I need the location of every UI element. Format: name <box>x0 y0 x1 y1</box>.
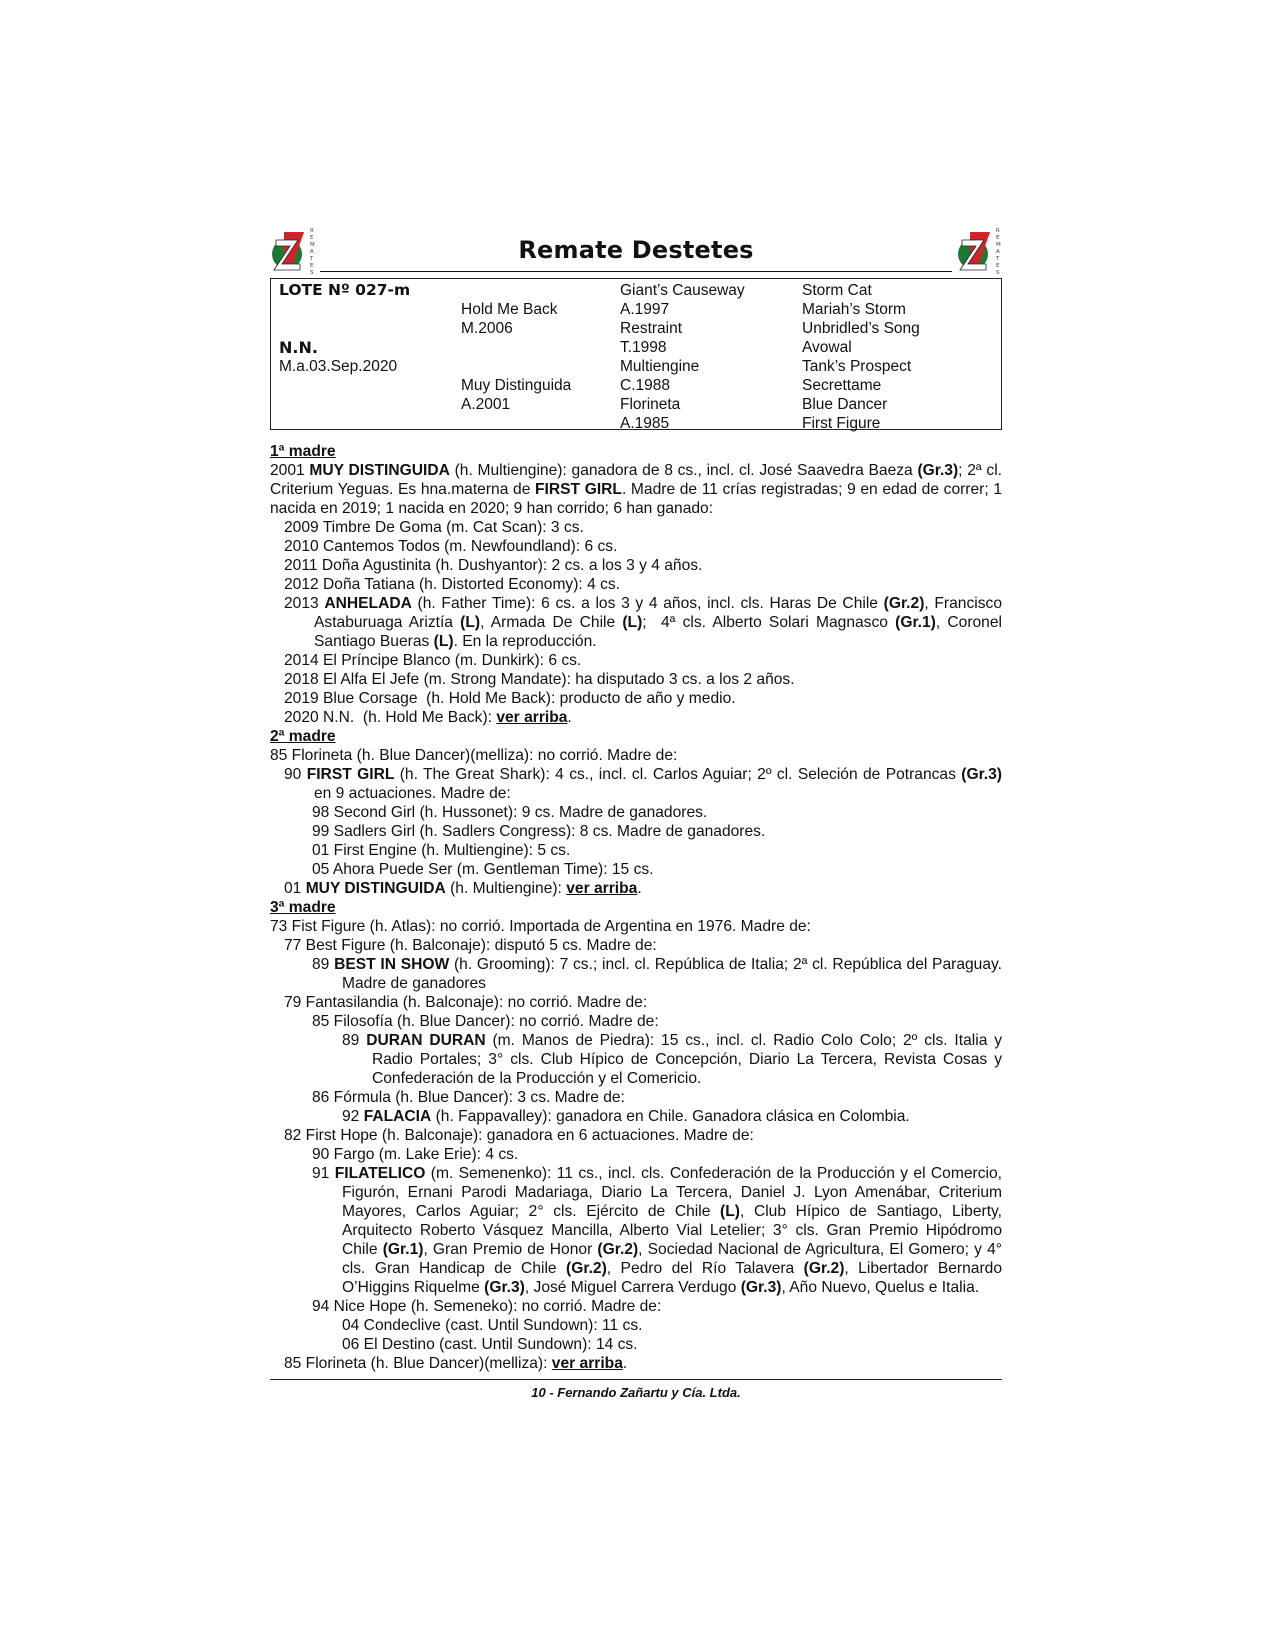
page-title: Remate Destetes <box>518 236 754 264</box>
sire-name: Hold Me Back <box>461 301 558 318</box>
list-item: 01 First Engine (h. Multiengine): 5 cs. <box>312 842 571 859</box>
see-above-ref: ver arriba <box>566 880 638 897</box>
granddam-maternal: Florineta <box>620 396 681 413</box>
footer-divider <box>270 1379 1002 1380</box>
horse-name: N.N. <box>279 338 318 357</box>
page-footer: 10 - Fernando Zañartu y Cía. Ltda. <box>531 1385 741 1400</box>
svg-text:S: S <box>996 270 1000 274</box>
list-item: 85 Filosofía (h. Blue Dancer): no corrió. Madre de: <box>312 1013 659 1030</box>
dam-name: Muy Distinguida <box>461 377 572 394</box>
svg-text:M: M <box>310 242 315 248</box>
svg-text:E: E <box>310 235 314 241</box>
list-item: 89 BEST IN SHOW (h. Grooming): 7 cs.; incl. cl. República de Italia; 2ª cl. República del Paraguay. Madre de ganadores <box>312 956 1002 992</box>
lot-number: LOTE Nº 027-m <box>279 281 411 299</box>
grandsire-paternal: Giant’s Causeway <box>620 282 745 299</box>
list-item: 06 El Destino (cast. Until Sundown): 14 cs. <box>342 1336 638 1353</box>
list-item: 77 Best Figure (h. Balconaje): disputó 5 cs. Madre de: <box>284 937 657 954</box>
list-item: 89 DURAN DURAN (m. Manos de Piedra): 15 cs., incl. cl. Radio Colo Colo; 2º cls. Italia y Radio Portales; 3° cls. Club Hípico de Concepción, Diario La Tercera, Revista Cosas y Confederación de la Producción y el Comericio. <box>342 1032 1002 1087</box>
svg-text:S: S <box>310 270 314 274</box>
great-grandparent: Mariah’s Storm <box>802 301 906 318</box>
list-item: 2019 Blue Corsage (h. Hold Me Back): producto de año y medio. <box>284 690 736 707</box>
svg-text:T: T <box>310 256 314 262</box>
list-item: 73 Fist Figure (h. Atlas): no corrió. Importada de Argentina en 1976. Madre de: <box>270 918 811 935</box>
great-grandparent: Avowal <box>802 339 852 356</box>
see-above-ref: ver arriba <box>551 1355 623 1372</box>
svg-text:R: R <box>996 228 1000 234</box>
header-divider <box>320 271 952 272</box>
svg-text:M: M <box>996 242 1001 248</box>
list-item: 2018 El Alfa El Jefe (m. Strong Mandate): ha disputado 3 cs. a los 2 años. <box>284 671 795 688</box>
page-header <box>270 222 1002 278</box>
section-heading: 2ª madre <box>270 728 336 745</box>
svg-text:R: R <box>310 228 314 234</box>
granddam-maternal-info: A.1985 <box>620 415 670 432</box>
list-item: 05 Ahora Puede Ser (m. Gentleman Time): 15 cs. <box>312 861 654 878</box>
list-item: 01 MUY DISTINGUIDA (h. Multiengine): ver arriba. <box>284 880 642 897</box>
svg-text:T: T <box>996 256 1000 262</box>
list-item: 86 Fórmula (h. Blue Dancer): 3 cs. Madre de: <box>312 1089 625 1106</box>
svg-text:A: A <box>310 249 314 255</box>
list-item: 2010 Cantemos Todos (m. Newfoundland): 6 cs. <box>284 538 618 555</box>
list-item: 94 Nice Hope (h. Semeneko): no corrió. Madre de: <box>312 1298 662 1315</box>
list-item: 2009 Timbre De Goma (m. Cat Scan): 3 cs. <box>284 519 584 536</box>
list-item: 90 Fargo (m. Lake Erie): 4 cs. <box>312 1146 519 1163</box>
list-item: 99 Sadlers Girl (h. Sadlers Congress): 8 cs. Madre de ganadores. <box>312 823 766 840</box>
great-grandparent: Secrettame <box>802 377 882 394</box>
list-item: 90 FIRST GIRL (h. The Great Shark): 4 cs., incl. cl. Carlos Aguiar; 2º cl. Seleción de Potrancas (Gr.3) en 9 actuaciones. Madre de: <box>284 766 1002 802</box>
svg-text:E: E <box>310 263 314 269</box>
catalog-page <box>270 222 1002 1400</box>
list-item: 2012 Doña Tatiana (h. Distorted Economy): 4 cs. <box>284 576 621 593</box>
great-grandparent: First Figure <box>802 415 881 432</box>
list-item: 2011 Doña Agustinita (h. Dushyantor): 2 cs. a los 3 y 4 años. <box>284 557 703 574</box>
list-item: 91 FILATELICO (m. Semenenko): 11 cs., incl. cls. Confederación de la Producción y el Comercio, Figurón, Ernani Parodi Madariaga, Diario La Tercera, Daniel J. Lyon Amenábar, Criterium Mayores, Carlos Aguiar; 2° cls. Ejército de Chile (L), Club Hípico de Santiago, Liberty, Arquitecto Roberto Vásquez Mancilla, Alberto Vial Letelier; 3° cls. Gran Premio Hipódromo Chile (Gr.1), Gran Premio de Honor (Gr.2), Sociedad Nacional de Agricultura, El Gomero; y 4° cls. Gran Handicap de Chile (Gr.2), Pedro del Río Talavera (Gr.2), Libertador Bernardo O’Higgins Riquelme (Gr.3), José Miguel Carrera Verdugo (Gr.3), Año Nuevo, Quelus e Italia. <box>312 1165 1003 1296</box>
svg-text:E: E <box>996 263 1000 269</box>
list-item: 2014 El Príncipe Blanco (m. Dunkirk): 6 cs. <box>284 652 582 669</box>
list-item: 79 Fantasilandia (h. Balconaje): no corrió. Madre de: <box>284 994 648 1011</box>
list-item: 85 Florineta (h. Blue Dancer)(melliza): no corrió. Madre de: <box>270 747 678 764</box>
great-grandparent: Unbridled’s Song <box>802 320 920 337</box>
list-item: 2013 ANHELADA (h. Father Time): 6 cs. a los 3 y 4 años, incl. cls. Haras De Chile (Gr.2), Francisco Astaburuaga Ariztía (L), Armada De Chile (L); 4ª cls. Alberto Solari Magnasco (Gr.1), Coronel Santiago Bueras (L). En la reproducción. <box>284 595 1002 650</box>
grandsire-maternal: Multiengine <box>620 358 700 375</box>
list-item: 2020 N.N. (h. Hold Me Back): ver arriba. <box>284 709 572 726</box>
list-item: 98 Second Girl (h. Hussonet): 9 cs. Madre de ganadores. <box>312 804 708 821</box>
zl-remates-logo-icon <box>270 226 316 274</box>
see-above-ref: ver arriba <box>496 709 568 726</box>
grandsire-maternal-info: C.1988 <box>620 377 670 394</box>
svg-text:E: E <box>996 235 1000 241</box>
great-grandparent: Storm Cat <box>802 282 872 299</box>
dam-info: A.2001 <box>461 396 511 413</box>
list-item: 04 Condeclive (cast. Until Sundown): 11 cs. <box>342 1317 643 1334</box>
dam-summary: 2001 MUY DISTINGUIDA (h. Multiengine): ganadora de 8 cs., incl. cl. José Saavedra Baeza (Gr.3); 2ª cl. Criterium Yeguas. Es hna.materna de FIRST GIRL. Madre de 11 crías registradas; 9 en edad de correr; 1 nacida en 2019; 1 nacida en 2020; 9 han corrido; 6 han ganado: <box>270 462 1003 517</box>
lot-description <box>270 442 1002 1373</box>
list-item: 82 First Hope (h. Balconaje): ganadora en 6 actuaciones. Madre de: <box>284 1127 754 1144</box>
sire-info: M.2006 <box>461 320 513 337</box>
list-item: 85 Florineta (h. Blue Dancer)(melliza): ver arriba. <box>284 1355 628 1372</box>
section-heading: 1ª madre <box>270 443 336 460</box>
svg-text:A: A <box>996 249 1000 255</box>
grandsire-paternal-info: A.1997 <box>620 301 670 318</box>
great-grandparent: Blue Dancer <box>802 396 888 413</box>
zl-remates-logo-icon <box>956 226 1002 274</box>
horse-birth: M.a.03.Sep.2020 <box>279 358 398 375</box>
great-grandparent: Tank’s Prospect <box>802 358 912 375</box>
granddam-paternal: Restraint <box>620 320 683 337</box>
list-item: 92 FALACIA (h. Fappavalley): ganadora en Chile. Ganadora clásica en Colombia. <box>342 1108 910 1125</box>
pedigree-table <box>270 278 1002 430</box>
section-heading: 3ª madre <box>270 899 336 916</box>
granddam-paternal-info: T.1998 <box>620 339 667 356</box>
